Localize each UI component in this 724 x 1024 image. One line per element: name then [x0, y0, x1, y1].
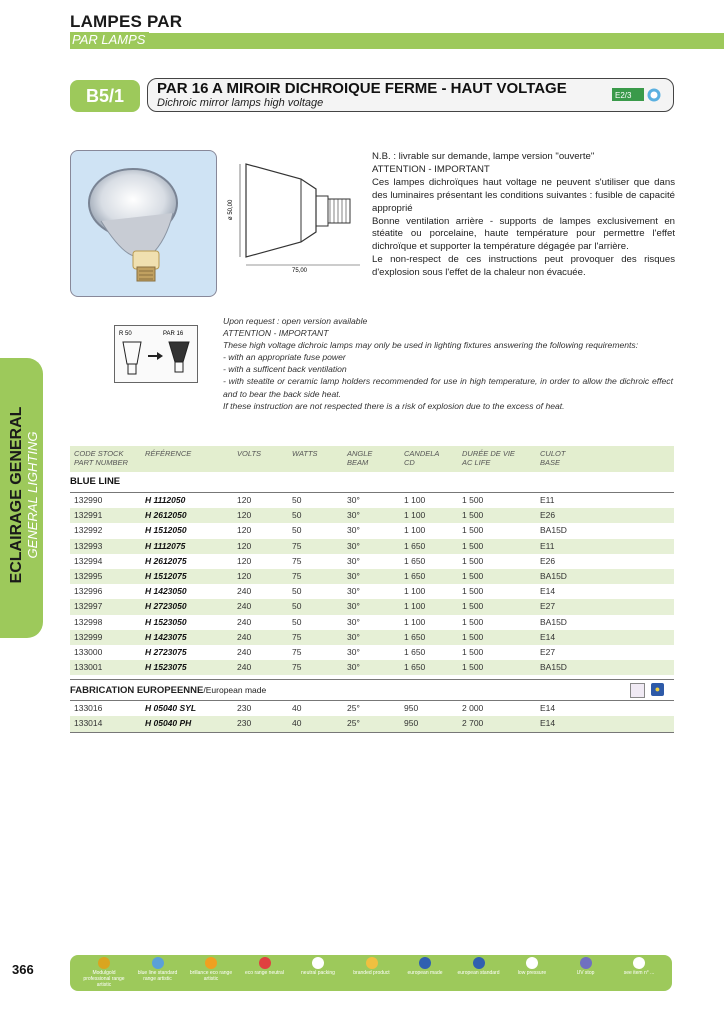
table-cell: 132999	[74, 631, 103, 642]
table-row	[70, 523, 674, 538]
table-cell: E14	[540, 718, 556, 729]
energy-class-badge	[612, 87, 662, 103]
recycle-icon	[630, 683, 645, 698]
legend-label: branded product	[353, 970, 390, 976]
table-cell: 1 500	[462, 510, 484, 521]
table-cell: 132993	[74, 540, 103, 551]
product-code-badge: B5/1	[70, 80, 140, 112]
table-cell: 132995	[74, 570, 103, 581]
section-european	[70, 679, 674, 701]
footer-legend-item	[296, 957, 340, 976]
table-cell: H 1512075	[145, 570, 187, 581]
table-row	[70, 660, 674, 675]
table-cell: 50	[292, 586, 302, 597]
table-cell: 1 500	[462, 555, 484, 566]
product-subtitle: Dichroic mirror lamps high voltage	[157, 97, 324, 109]
table-cell: 1 650	[404, 631, 426, 642]
col-header: CULOT BASE	[540, 449, 566, 467]
side-tab-subtitle: GENERAL LIGHTING	[25, 431, 40, 559]
en-line: These high voltage dichroic lamps may only be used in lighting fixtures answering the following requirements:	[223, 340, 639, 351]
table-cell: 40	[292, 718, 302, 729]
table-cell: H 05040 PH	[145, 718, 192, 729]
table-cell: 1 100	[404, 586, 426, 597]
legend-icon	[152, 957, 164, 969]
legend-icon	[526, 957, 538, 969]
en-line: If these instruction are not respected there is a risk of explosion due to the excess of heat.	[223, 400, 565, 411]
legend-label: UV stop	[576, 970, 595, 976]
en-line: - with an appropriate fuse power	[223, 352, 346, 363]
col-header: ANGLE BEAM	[347, 449, 373, 467]
table-cell: 30°	[347, 646, 360, 657]
table-cell: 1 100	[404, 601, 426, 612]
table-cell: H 2612075	[145, 555, 187, 566]
legend-icon	[98, 957, 110, 969]
fr-line: Ces lampes dichroïques haut voltage ne peuvent s'utiliser que dans des luminaires présentant les conditions suivantes : fusible de capacité approprié	[372, 176, 675, 214]
r50-par16-comparison	[114, 325, 198, 383]
table-cell: 120	[237, 510, 252, 521]
table-cell: 1 500	[462, 540, 484, 551]
table-cell: H 1523075	[145, 662, 187, 673]
table-row	[70, 569, 674, 584]
table-cell: 132994	[74, 555, 103, 566]
lamp-photo	[70, 150, 217, 297]
table-cell: H 1523050	[145, 616, 187, 627]
table-cell: 132990	[74, 495, 103, 505]
legend-icon	[633, 957, 645, 969]
legend-label: eco range neutral	[245, 970, 284, 976]
table-cell: H 1112075	[145, 540, 186, 551]
french-description	[372, 151, 675, 280]
fr-line: ATTENTION - IMPORTANT	[372, 163, 490, 175]
footer-legend-item	[82, 957, 126, 988]
table-cell: E14	[540, 586, 556, 597]
table-cell: 1 500	[462, 631, 484, 642]
table-cell: 1 500	[462, 646, 484, 657]
table-cell: E14	[540, 631, 556, 642]
table-cell: E11	[540, 495, 555, 505]
footer-legend-item	[617, 957, 661, 976]
table-cell: H 2612050	[145, 510, 187, 521]
col-header: WATTS	[292, 449, 318, 458]
table-cell: 1 650	[404, 662, 426, 673]
page-subtitle: PAR LAMPS	[70, 32, 149, 47]
section-blue-line: BLUE LINE	[70, 472, 674, 493]
col-header: VOLTS	[237, 449, 262, 458]
table-cell: 30°	[347, 631, 360, 642]
table-row	[70, 615, 674, 630]
legend-icon	[312, 957, 324, 969]
compare-right-label: PAR 16	[163, 331, 184, 337]
table-cell: 30°	[347, 616, 360, 627]
section-icons	[630, 683, 674, 698]
table-cell: 230	[237, 718, 252, 729]
table-cell: BA15D	[540, 662, 567, 673]
en-line: - with steatite or ceramic lamp holders recommended for use in high temperature, in order to allow the dichroic effect and to bear the back side heat.	[223, 376, 673, 399]
table-cell: 1 500	[462, 601, 484, 612]
table-cell: H 1112050	[145, 495, 186, 505]
table-cell: 30°	[347, 570, 360, 581]
table-cell: 50	[292, 495, 302, 505]
col-header: CODE STOCK PART NUMBER	[74, 449, 128, 467]
legend-label: neutral packing	[301, 970, 335, 976]
product-table	[70, 446, 674, 733]
legend-icon	[366, 957, 378, 969]
footer-legend-item	[564, 957, 608, 976]
european-rows	[70, 701, 674, 732]
table-cell: 75	[292, 570, 302, 581]
table-cell: 1 100	[404, 495, 426, 505]
section-european-sub: /European made	[203, 684, 267, 695]
table-cell: H 2723075	[145, 646, 187, 657]
legend-icon	[473, 957, 485, 969]
footer-legend-item	[189, 957, 233, 982]
table-cell: 30°	[347, 555, 360, 566]
table-cell: 1 500	[462, 525, 484, 536]
table-cell: 1 100	[404, 616, 426, 627]
table-cell: 950	[404, 703, 419, 714]
compare-left-label: R 50	[119, 331, 132, 337]
table-cell: 120	[237, 540, 252, 551]
table-cell: 240	[237, 616, 252, 627]
fr-line: Le non-respect de ces instructions peut provoquer des risques d'explosion sous l'effet de la chaleur non évacuée.	[372, 254, 675, 279]
table-cell: E27	[540, 601, 556, 612]
table-row	[70, 493, 674, 508]
col-header: CANDELA CD	[404, 449, 440, 467]
table-cell: E14	[540, 703, 556, 714]
footer-legend-item	[403, 957, 447, 976]
table-cell: E26	[540, 510, 556, 521]
table-cell: 30°	[347, 540, 360, 551]
legend-icon	[205, 957, 217, 969]
legend-label: brillance eco range artistic	[189, 970, 233, 982]
legend-label: european made	[407, 970, 443, 976]
table-cell: 240	[237, 646, 252, 657]
table-cell: 240	[237, 601, 252, 612]
page-title: LAMPES PAR	[70, 12, 183, 31]
side-tab-text	[8, 360, 40, 630]
table-cell: H 1423075	[145, 631, 187, 642]
table-cell: 50	[292, 616, 302, 627]
footer-legend-item	[350, 957, 394, 976]
table-cell: 1 500	[462, 586, 484, 597]
table-cell: 30°	[347, 601, 360, 612]
table-cell: 25°	[347, 703, 360, 714]
european-made-icon: ●	[651, 683, 664, 696]
table-row	[70, 716, 674, 731]
table-cell: BA15D	[540, 525, 567, 536]
table-cell: 50	[292, 510, 302, 521]
table-cell: BA15D	[540, 570, 567, 581]
table-cell: 75	[292, 555, 302, 566]
footer-legend-item	[136, 957, 180, 982]
table-cell: 240	[237, 586, 252, 597]
table-cell: 2 000	[462, 703, 484, 714]
table-cell: 133016	[74, 703, 103, 714]
table-cell: 2 700	[462, 718, 484, 729]
table-cell: 133014	[74, 718, 103, 729]
table-cell: BA15D	[540, 616, 567, 627]
english-description	[223, 315, 673, 412]
legend-icon	[419, 957, 431, 969]
table-cell: 230	[237, 703, 252, 714]
table-cell: 40	[292, 703, 302, 714]
dimension-diameter: ø 50,00	[228, 199, 234, 220]
table-cell: 120	[237, 570, 252, 581]
section-european-title: FABRICATION EUROPEENNE	[70, 684, 204, 696]
table-cell: 1 650	[404, 646, 426, 657]
table-cell: 75	[292, 631, 302, 642]
table-cell: 1 500	[462, 662, 484, 673]
technical-drawing	[226, 152, 362, 274]
table-cell: 132997	[74, 601, 103, 612]
legend-icon	[580, 957, 592, 969]
table-cell: 75	[292, 646, 302, 657]
table-cell: 133000	[74, 646, 103, 657]
table-cell: H 1423050	[145, 586, 187, 597]
table-cell: 132991	[74, 510, 103, 521]
table-header	[70, 446, 674, 472]
dimension-length: 75,00	[292, 268, 308, 274]
product-title: PAR 16 A MIROIR DICHROIQUE FERME - HAUT VOLTAGE	[157, 80, 567, 97]
table-cell: 133001	[74, 662, 103, 673]
table-cell: E27	[540, 646, 556, 657]
table-cell: 132992	[74, 525, 103, 536]
en-line: ATTENTION - IMPORTANT	[223, 328, 329, 339]
table-cell: 1 500	[462, 616, 484, 627]
table-cell: 120	[237, 495, 252, 505]
table-cell: E11	[540, 540, 555, 551]
table-cell: 30°	[347, 586, 360, 597]
table-cell: H 05040 SYL	[145, 703, 197, 714]
table-row	[70, 508, 674, 523]
energy-class-label: E2/3	[615, 91, 632, 100]
legend-label: blue line standard range artistic	[137, 970, 178, 982]
table-cell: 1 650	[404, 540, 426, 551]
table-cell: 30°	[347, 525, 360, 536]
table-cell: 75	[292, 540, 302, 551]
footer-legend-item	[510, 957, 554, 976]
table-cell: 75	[292, 662, 302, 673]
table-cell: 1 100	[404, 525, 426, 536]
table-row	[70, 599, 674, 614]
table-cell: 132996	[74, 586, 103, 597]
table-cell: 50	[292, 601, 302, 612]
en-line: Upon request : open version available	[223, 316, 368, 326]
table-cell: 1 650	[404, 555, 426, 566]
table-cell: 1 650	[404, 570, 426, 581]
table-cell: 50	[292, 525, 302, 536]
table-row	[70, 630, 674, 645]
table-cell: 1 500	[462, 570, 484, 581]
table-row	[70, 584, 674, 599]
footer-legend	[70, 955, 672, 991]
blue-line-rows	[70, 493, 674, 675]
table-cell: 30°	[347, 510, 360, 521]
legend-label: european standard	[457, 970, 500, 976]
table-cell: 950	[404, 718, 419, 729]
table-cell: E26	[540, 555, 556, 566]
legend-label: see item n° ...	[623, 970, 655, 976]
legend-label: Modulgold professional range artistic	[83, 970, 125, 988]
en-line: - with a sufficent back ventilation	[223, 364, 347, 375]
side-tab-title: ECLAIRAGE GENERAL	[8, 406, 25, 584]
fr-line: Bonne ventilation arrière - supports de lampes exclusivement en stéatite ou porcelaine, haute température pour permettre l'effet dichroïque et supporter la température dégagée par l'arrière.	[372, 215, 675, 253]
table-cell: 30°	[347, 495, 360, 505]
table-row	[70, 645, 674, 660]
table-cell: H 2723050	[145, 601, 187, 612]
table-row	[70, 554, 674, 569]
legend-icon	[259, 957, 271, 969]
table-cell: 240	[237, 631, 252, 642]
table-row	[70, 701, 674, 716]
table-cell: 120	[237, 525, 252, 536]
footer-legend-item	[243, 957, 287, 976]
table-cell: H 1512050	[145, 525, 187, 536]
footer-legend-item	[457, 957, 501, 976]
page-number: 366	[12, 962, 34, 977]
table-cell: 132998	[74, 616, 103, 627]
header-band	[70, 33, 724, 49]
table-cell: 1 500	[462, 495, 484, 505]
table-cell: 1 100	[404, 510, 426, 521]
col-header: RÉFÉRENCE	[145, 449, 192, 458]
fr-line: N.B. : livrable sur demande, lampe version "ouverte"	[372, 151, 595, 162]
table-row	[70, 539, 674, 554]
legend-label: low pressure	[517, 970, 547, 976]
table-cell: 120	[237, 555, 252, 566]
table-cell: 240	[237, 662, 252, 673]
table-cell: 25°	[347, 718, 360, 729]
col-header: DURÉE DE VIE AC LIFE	[462, 449, 515, 467]
table-cell: 30°	[347, 662, 360, 673]
